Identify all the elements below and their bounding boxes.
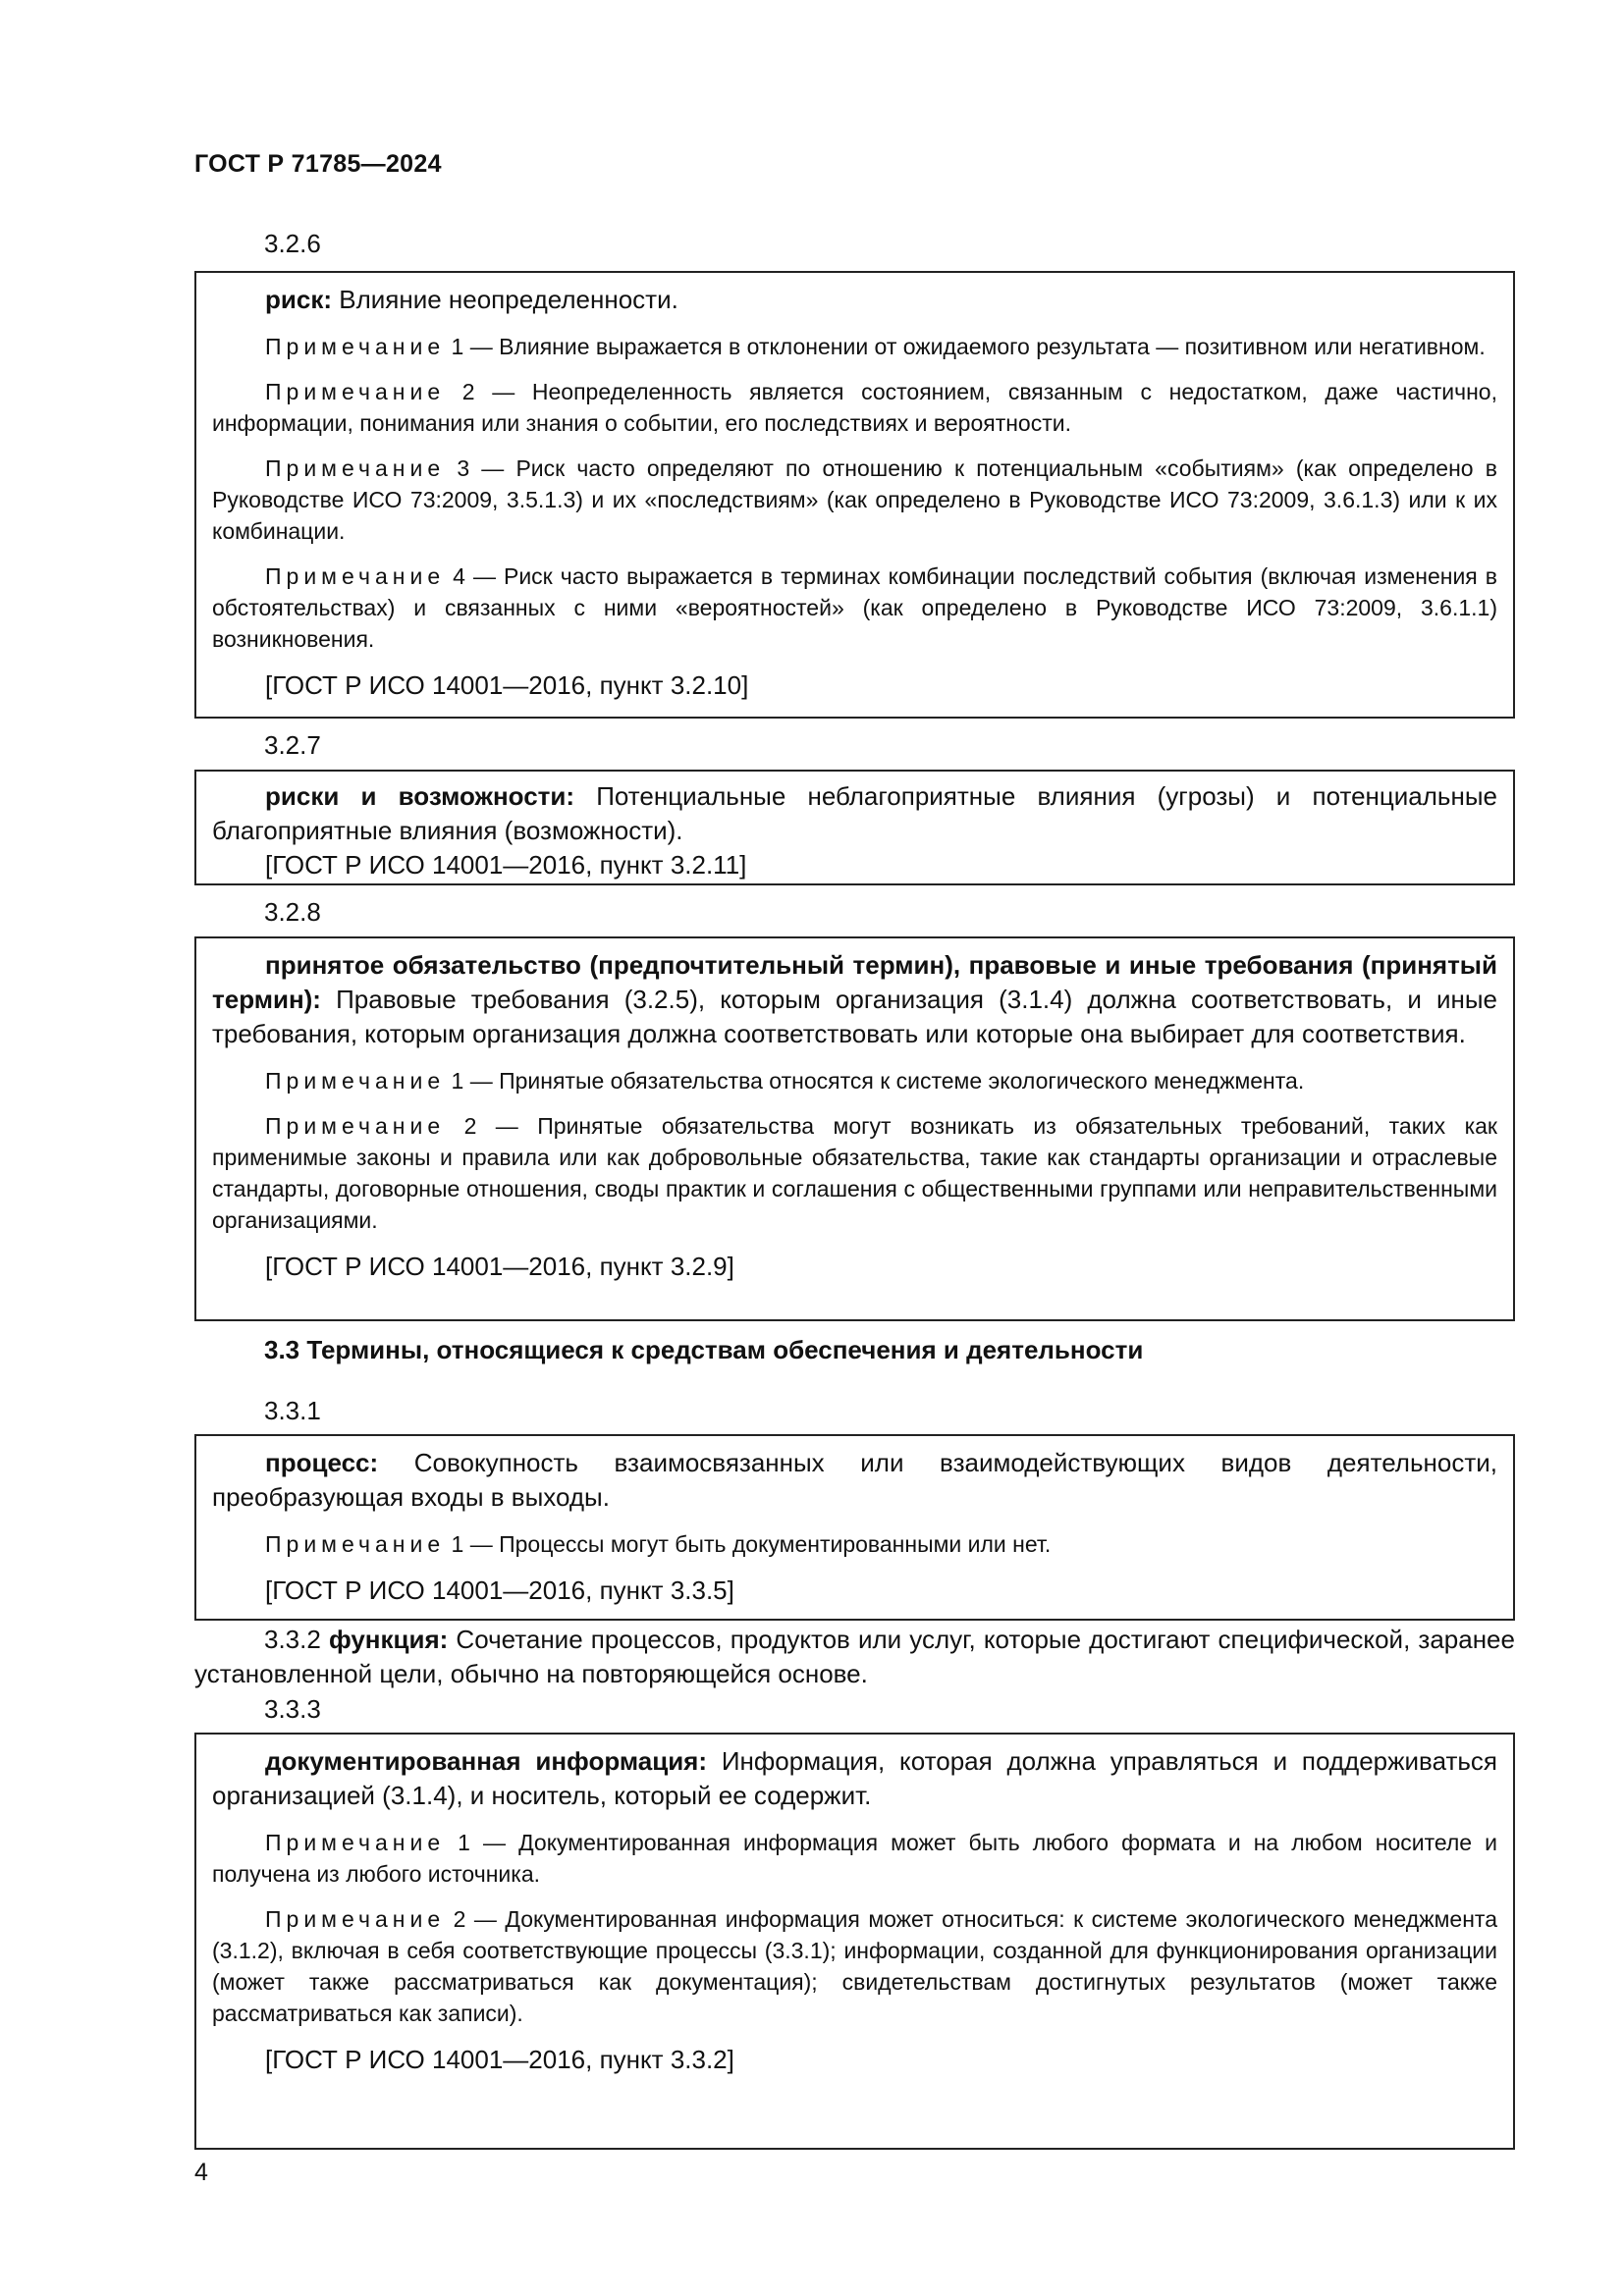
entry-number: 3.2.6 (264, 229, 321, 258)
note-text: 2 — Неопределенность является состоянием, связанным с недостатком, даже частично, информации, понимания или знания о событии, его последствиях и вероятности. (212, 379, 1497, 436)
note-label: Примечание (265, 1830, 446, 1855)
note (212, 561, 1497, 655)
source-reference: [ГОСТ Р ИСО 14001—2016, пункт 3.2.10] (265, 670, 749, 700)
term-box-risks-opportunities (194, 770, 1515, 885)
term-name: принятое обязательство (предпочтительный термин), правовые и иные требования (принятый термин): (212, 950, 1497, 1014)
note (212, 376, 1497, 439)
note-label: Примечание (265, 1531, 446, 1557)
document-header: ГОСТ Р 71785—2024 (194, 150, 442, 178)
note-text: 2 — Принятые обязательства могут возникать из обязательных требований, таких как применимые законы и правила или как добровольные обязательства, такие как стандарты организации и отраслевые стандарты, договорные отношения, своды практик и соглашения с общественными группами или неправительственными организациями. (212, 1113, 1497, 1233)
entry-number: 3.3.2 (264, 1625, 321, 1654)
definition-text: Сочетание процессов, продуктов или услуг, которые достигают специфической, заранее установленной цели, обычно на повторяющейся основе. (194, 1625, 1515, 1688)
term-name: риск: (265, 285, 332, 314)
note-label: Примечание (265, 379, 446, 404)
source-reference: [ГОСТ Р ИСО 14001—2016, пункт 3.3.2] (265, 2045, 734, 2074)
section-heading: 3.3 Термины, относящиеся к средствам обеспечения и деятельности (264, 1335, 1144, 1364)
term-name: риски и возможности: (265, 781, 575, 811)
note (212, 1528, 1497, 1560)
term-definition (212, 283, 1497, 317)
note (212, 1903, 1497, 2029)
note-text: 2 — Документированная информация может относиться: к системе экологического менеджмента (3.1.2), включая в себя соответствующие процессы (3.3.1); информации, созданной для функционирования организации (может также рассматриваться как документация); свидетельствам достигнутых результатов (может также рассматриваться как записи). (212, 1906, 1497, 2026)
page-number: 4 (194, 2159, 208, 2186)
definition-text: Правовые требования (3.2.5), которым организация (3.1.4) должна соответствовать, и иные требования, которым организация должна соответствовать или которые она выбирает для соответствия. (212, 985, 1497, 1048)
entry-number: 3.3.3 (264, 1694, 321, 1724)
term-definition (212, 948, 1497, 1051)
note (212, 453, 1497, 547)
note-label: Примечание (265, 1906, 446, 1932)
term-name: документированная информация: (265, 1746, 708, 1776)
term-definition (212, 1744, 1497, 1813)
definition-text: Совокупность взаимосвязанных или взаимодействующих видов деятельности, преобразующая входы в выходы. (212, 1448, 1497, 1512)
source-reference: [ГОСТ Р ИСО 14001—2016, пункт 3.2.9] (265, 1252, 734, 1281)
note-text: 1 — Влияние выражается в отклонении от ожидаемого результата — позитивном или негативном. (445, 334, 1486, 359)
definition-text: Потенциальные неблагоприятные влияния (угрозы) и потенциальные благоприятные влияния (возможности). (212, 781, 1497, 845)
source-reference: [ГОСТ Р ИСО 14001—2016, пункт 3.2.11] (265, 850, 747, 880)
note (212, 1065, 1497, 1096)
source-reference: [ГОСТ Р ИСО 14001—2016, пункт 3.3.5] (265, 1575, 734, 1605)
term-box-process (194, 1434, 1515, 1621)
note-label: Примечание (265, 1113, 446, 1139)
note-label: Примечание (265, 334, 446, 359)
term-definition (212, 1446, 1497, 1515)
note-text: 1 — Принятые обязательства относятся к системе экологического менеджмента. (445, 1068, 1305, 1094)
term-definition (212, 779, 1497, 848)
note-text: 4 — Риск часто выражается в терминах комбинации последствий события (включая изменения в обстоятельствах) и связанных с ними «вероятностей» (как определено в Руководстве ИСО 73:2009, 3.6.1.1) возникновения. (212, 563, 1497, 652)
note-text: 3 — Риск часто определяют по отношению к потенциальным «событиям» (как определено в Руководстве ИСО 73:2009, 3.5.1.3) и их «последствиям» (как определено в Руководстве ИСО 73:2009, 3.6.1.3) или к их комбинации. (212, 455, 1497, 544)
note-label: Примечание (265, 455, 446, 481)
term-name: функция: (328, 1625, 449, 1654)
entry-number: 3.2.8 (264, 897, 321, 927)
term-definition-paragraph (194, 1623, 1515, 1691)
term-box-documented-information (194, 1733, 1515, 2150)
entry-number: 3.2.7 (264, 730, 321, 760)
definition-text: Информация, которая должна управляться и поддерживаться организацией (3.1.4), и носитель, который ее содержит. (212, 1746, 1497, 1810)
definition-text: Влияние неопределенности. (332, 285, 678, 314)
term-name: процесс: (265, 1448, 379, 1477)
note (212, 1110, 1497, 1236)
term-box-risk (194, 271, 1515, 719)
note (212, 331, 1497, 362)
term-box-compliance-obligations (194, 936, 1515, 1321)
note-text: 1 — Документированная информация может быть любого формата и на любом носителе и получена из любого источника. (212, 1830, 1497, 1887)
note-label: Примечание (265, 563, 446, 589)
note-text: 1 — Процессы могут быть документированными или нет. (445, 1531, 1052, 1557)
entry-number: 3.3.1 (264, 1396, 321, 1425)
note-label: Примечание (265, 1068, 446, 1094)
note (212, 1827, 1497, 1890)
